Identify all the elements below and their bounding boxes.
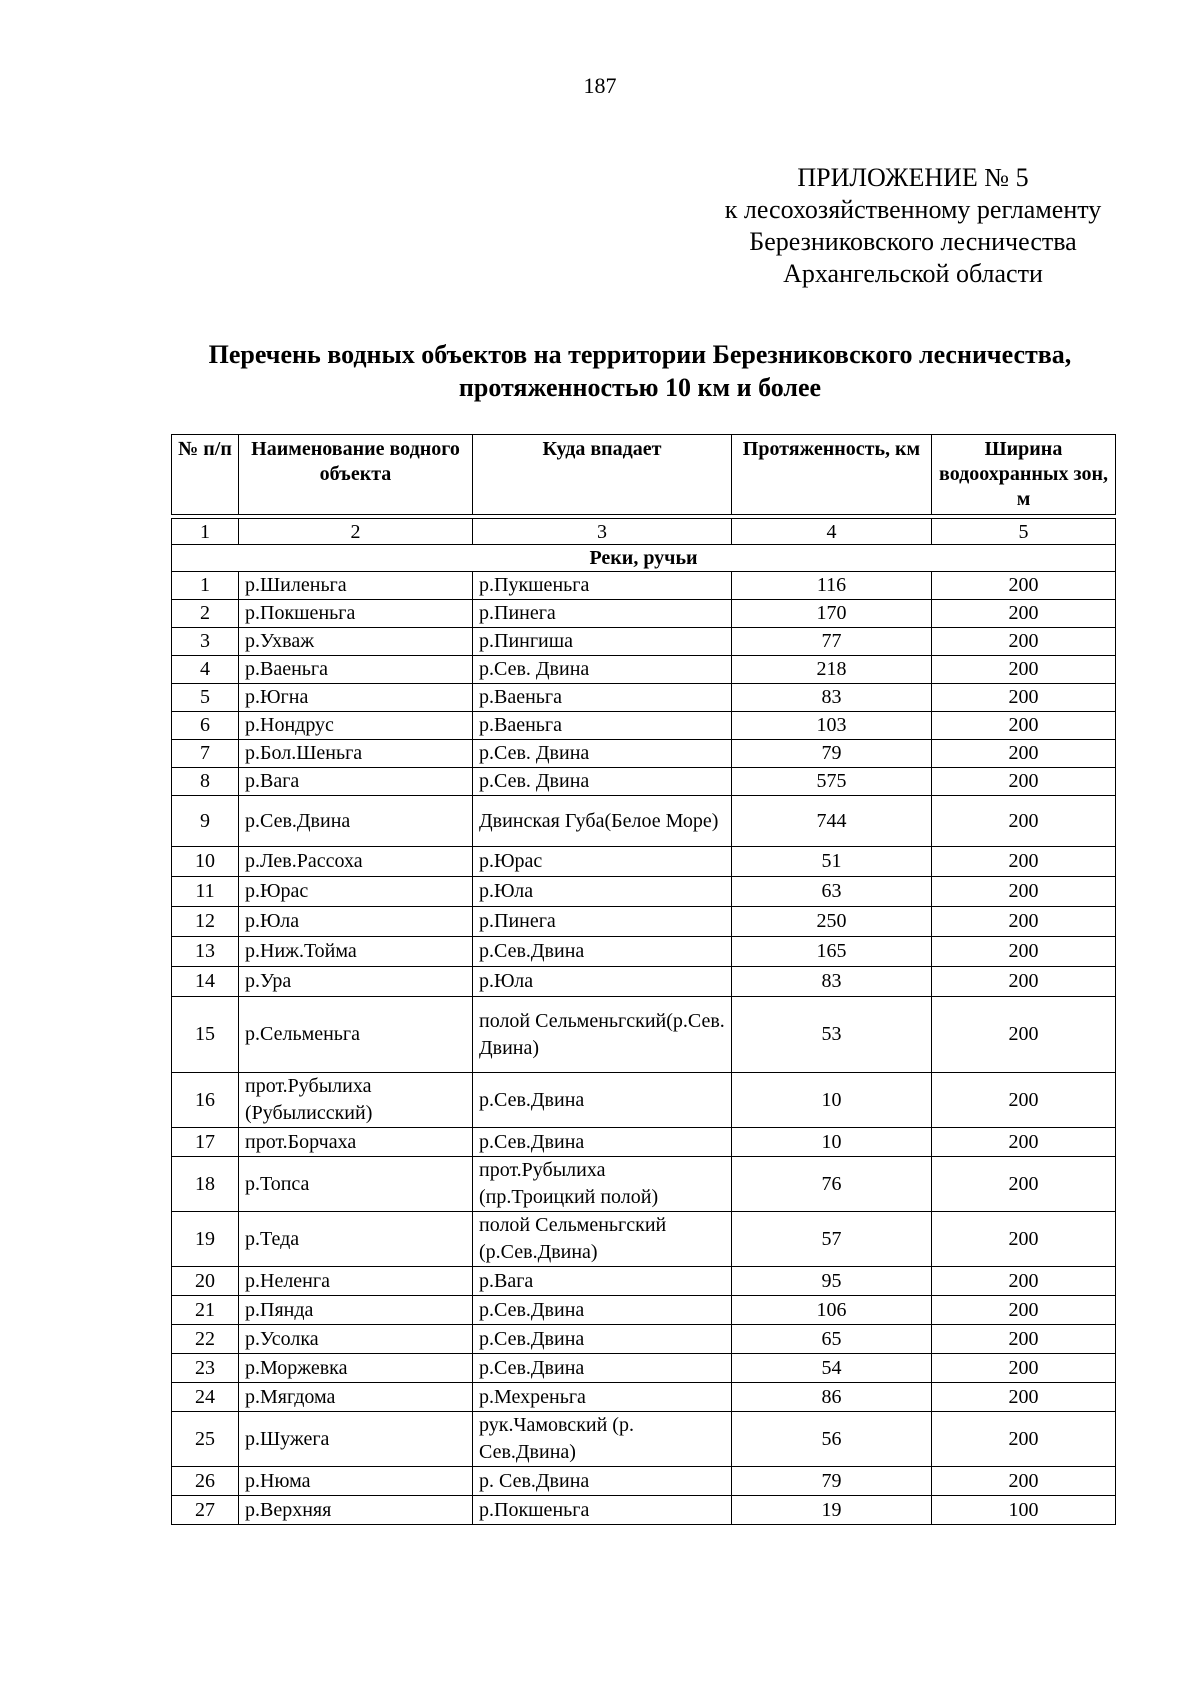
zone-width: 200 xyxy=(932,1296,1116,1325)
row-number: 11 xyxy=(172,877,239,907)
appendix-line: Архангельской области xyxy=(783,259,1043,288)
water-body-mouth: полой Сельменьгский (р.Сев.Двина) xyxy=(473,1212,732,1267)
water-body-mouth: р.Сев. Двина xyxy=(473,656,732,684)
row-number: 12 xyxy=(172,907,239,937)
water-body-name: р.Теда xyxy=(239,1212,473,1267)
zone-width: 200 xyxy=(932,1325,1116,1354)
row-number: 5 xyxy=(172,684,239,712)
table-row xyxy=(172,740,1116,768)
water-body-length: 19 xyxy=(732,1496,932,1525)
table-row xyxy=(172,997,1116,1073)
table-row xyxy=(172,684,1116,712)
zone-width: 200 xyxy=(932,1467,1116,1496)
zone-width: 200 xyxy=(932,600,1116,628)
water-body-name: р.Топса xyxy=(239,1157,473,1212)
row-number: 9 xyxy=(172,796,239,847)
section-title: Реки, ручьи xyxy=(172,545,1116,572)
table-row xyxy=(172,1073,1116,1128)
water-body-length: 83 xyxy=(732,967,932,997)
row-number: 13 xyxy=(172,937,239,967)
header-length: Протяженность, км xyxy=(732,435,932,515)
water-body-length: 103 xyxy=(732,712,932,740)
water-body-name: р.Юла xyxy=(239,907,473,937)
water-body-mouth: р.Сев.Двина xyxy=(473,1073,732,1128)
table-row xyxy=(172,937,1116,967)
zone-width: 100 xyxy=(932,1496,1116,1525)
column-number: 4 xyxy=(732,519,932,545)
column-numbers-row xyxy=(172,519,1116,545)
water-body-length: 165 xyxy=(732,937,932,967)
row-number: 20 xyxy=(172,1267,239,1296)
water-body-name: р.Ниж.Тойма xyxy=(239,937,473,967)
table-row xyxy=(172,600,1116,628)
row-number: 8 xyxy=(172,768,239,796)
zone-width: 200 xyxy=(932,1073,1116,1128)
column-number: 1 xyxy=(172,519,239,545)
water-bodies-table xyxy=(171,434,1116,1525)
water-body-length: 56 xyxy=(732,1412,932,1467)
table-row xyxy=(172,847,1116,877)
row-number: 26 xyxy=(172,1467,239,1496)
table-row xyxy=(172,1157,1116,1212)
header-number: № п/п xyxy=(172,435,239,515)
water-body-length: 79 xyxy=(732,1467,932,1496)
row-number: 10 xyxy=(172,847,239,877)
water-body-mouth: р.Ваеньга xyxy=(473,684,732,712)
table-row xyxy=(172,712,1116,740)
water-body-length: 95 xyxy=(732,1267,932,1296)
zone-width: 200 xyxy=(932,877,1116,907)
water-body-length: 53 xyxy=(732,997,932,1073)
column-number: 5 xyxy=(932,519,1116,545)
water-body-name: р.Ухваж xyxy=(239,628,473,656)
water-body-length: 170 xyxy=(732,600,932,628)
table-row xyxy=(172,768,1116,796)
water-body-name: р.Пянда xyxy=(239,1296,473,1325)
table-row xyxy=(172,1128,1116,1157)
water-body-mouth: р.Мехреньга xyxy=(473,1383,732,1412)
water-body-length: 76 xyxy=(732,1157,932,1212)
water-body-mouth: р.Пингиша xyxy=(473,628,732,656)
water-body-name: р.Шиленьга xyxy=(239,572,473,600)
water-body-mouth: р.Пукшеньга xyxy=(473,572,732,600)
water-body-length: 83 xyxy=(732,684,932,712)
zone-width: 200 xyxy=(932,1412,1116,1467)
water-body-name: р.Неленга xyxy=(239,1267,473,1296)
water-body-mouth: Двинская Губа(Белое Море) xyxy=(473,796,732,847)
water-body-mouth: р.Сев.Двина xyxy=(473,1325,732,1354)
row-number: 27 xyxy=(172,1496,239,1525)
row-number: 25 xyxy=(172,1412,239,1467)
water-body-name: р.Юрас xyxy=(239,877,473,907)
row-number: 22 xyxy=(172,1325,239,1354)
column-number: 3 xyxy=(473,519,732,545)
table-row xyxy=(172,1212,1116,1267)
zone-width: 200 xyxy=(932,907,1116,937)
row-number: 3 xyxy=(172,628,239,656)
water-body-mouth: р.Юрас xyxy=(473,847,732,877)
zone-width: 200 xyxy=(932,740,1116,768)
water-body-name: р.Сев.Двина xyxy=(239,796,473,847)
appendix-line: к лесохозяйственному регламенту xyxy=(724,195,1102,224)
zone-width: 200 xyxy=(932,967,1116,997)
water-body-length: 10 xyxy=(732,1128,932,1157)
water-body-name: р.Покшеньга xyxy=(239,600,473,628)
water-body-mouth: р.Сев.Двина xyxy=(473,937,732,967)
row-number: 23 xyxy=(172,1354,239,1383)
table-row xyxy=(172,572,1116,600)
zone-width: 200 xyxy=(932,684,1116,712)
table-row xyxy=(172,796,1116,847)
zone-width: 200 xyxy=(932,1383,1116,1412)
water-body-mouth: р.Сев.Двина xyxy=(473,1354,732,1383)
zone-width: 200 xyxy=(932,1354,1116,1383)
header-name: Наименование водного объекта xyxy=(239,435,473,515)
water-body-length: 54 xyxy=(732,1354,932,1383)
zone-width: 200 xyxy=(932,937,1116,967)
water-body-length: 218 xyxy=(732,656,932,684)
row-number: 6 xyxy=(172,712,239,740)
water-body-mouth: полой Сельменьгский(р.Сев. Двина) xyxy=(473,997,732,1073)
table-row xyxy=(172,628,1116,656)
water-body-mouth: р.Сев. Двина xyxy=(473,740,732,768)
water-body-name: р.Ваеньга xyxy=(239,656,473,684)
water-body-name: р.Моржевка xyxy=(239,1354,473,1383)
water-body-mouth: р.Вага xyxy=(473,1267,732,1296)
row-number: 17 xyxy=(172,1128,239,1157)
water-body-mouth: р.Сев.Двина xyxy=(473,1296,732,1325)
appendix-heading xyxy=(693,162,1133,290)
water-body-length: 57 xyxy=(732,1212,932,1267)
table-row xyxy=(172,656,1116,684)
water-body-name: р.Вага xyxy=(239,768,473,796)
water-body-name: р.Лев.Рассоха xyxy=(239,847,473,877)
water-body-name: р.Шужега xyxy=(239,1412,473,1467)
water-body-length: 63 xyxy=(732,877,932,907)
water-body-length: 250 xyxy=(732,907,932,937)
water-body-name: р.Нюма xyxy=(239,1467,473,1496)
water-body-length: 79 xyxy=(732,740,932,768)
row-number: 19 xyxy=(172,1212,239,1267)
row-number: 24 xyxy=(172,1383,239,1412)
row-number: 2 xyxy=(172,600,239,628)
zone-width: 200 xyxy=(932,997,1116,1073)
water-body-mouth: р.Юла xyxy=(473,967,732,997)
table-row xyxy=(172,1496,1116,1525)
water-body-length: 86 xyxy=(732,1383,932,1412)
zone-width: 200 xyxy=(932,1128,1116,1157)
row-number: 4 xyxy=(172,656,239,684)
water-body-name: прот.Борчаха xyxy=(239,1128,473,1157)
appendix-title: ПРИЛОЖЕНИЕ № 5 xyxy=(797,163,1029,192)
row-number: 15 xyxy=(172,997,239,1073)
water-body-mouth: прот.Рубылиха (пр.Троицкий полой) xyxy=(473,1157,732,1212)
water-body-name: прот.Рубылиха (Рубылисский) xyxy=(239,1073,473,1128)
header-zone-width: Ширина водоохранных зон, м xyxy=(932,435,1116,515)
column-number: 2 xyxy=(239,519,473,545)
row-number: 1 xyxy=(172,572,239,600)
water-body-mouth: р.Покшеньга xyxy=(473,1496,732,1525)
water-body-mouth: р.Юла xyxy=(473,877,732,907)
water-body-name: р.Ура xyxy=(239,967,473,997)
table-row xyxy=(172,1383,1116,1412)
water-body-name: р.Усолка xyxy=(239,1325,473,1354)
water-body-mouth: р. Сев.Двина xyxy=(473,1467,732,1496)
water-body-mouth: рук.Чамовский (р. Сев.Двина) xyxy=(473,1412,732,1467)
water-body-mouth: р.Сев. Двина xyxy=(473,768,732,796)
row-number: 18 xyxy=(172,1157,239,1212)
zone-width: 200 xyxy=(932,847,1116,877)
water-body-length: 51 xyxy=(732,847,932,877)
water-body-mouth: р.Ваеньга xyxy=(473,712,732,740)
table-row xyxy=(172,1412,1116,1467)
table-row xyxy=(172,1354,1116,1383)
water-body-length: 575 xyxy=(732,768,932,796)
page-number: 187 xyxy=(583,73,617,98)
water-body-name: р.Нондрус xyxy=(239,712,473,740)
table-row xyxy=(172,1267,1116,1296)
water-body-mouth: р.Пинега xyxy=(473,907,732,937)
document-title xyxy=(140,338,1140,404)
table-row xyxy=(172,967,1116,997)
water-body-length: 10 xyxy=(732,1073,932,1128)
zone-width: 200 xyxy=(932,1267,1116,1296)
appendix-line: Березниковского лесничества xyxy=(749,227,1077,256)
zone-width: 200 xyxy=(932,1157,1116,1212)
zone-width: 200 xyxy=(932,656,1116,684)
section-row xyxy=(172,545,1116,572)
zone-width: 200 xyxy=(932,768,1116,796)
table-row xyxy=(172,1325,1116,1354)
zone-width: 200 xyxy=(932,796,1116,847)
row-number: 21 xyxy=(172,1296,239,1325)
water-body-name: р.Мягдома xyxy=(239,1383,473,1412)
row-number: 14 xyxy=(172,967,239,997)
document-title-line: Перечень водных объектов на территории Березниковского лесничества, xyxy=(208,340,1072,369)
zone-width: 200 xyxy=(932,628,1116,656)
zone-width: 200 xyxy=(932,572,1116,600)
water-body-length: 116 xyxy=(732,572,932,600)
table-header-row xyxy=(172,435,1116,515)
water-body-length: 744 xyxy=(732,796,932,847)
water-body-mouth: р.Пинега xyxy=(473,600,732,628)
zone-width: 200 xyxy=(932,1212,1116,1267)
water-body-length: 65 xyxy=(732,1325,932,1354)
table-row xyxy=(172,907,1116,937)
water-body-name: р.Верхняя xyxy=(239,1496,473,1525)
zone-width: 200 xyxy=(932,712,1116,740)
water-body-name: р.Югна xyxy=(239,684,473,712)
water-body-mouth: р.Сев.Двина xyxy=(473,1128,732,1157)
water-body-length: 106 xyxy=(732,1296,932,1325)
table-row xyxy=(172,1467,1116,1496)
table-row xyxy=(172,1296,1116,1325)
water-body-name: р.Бол.Шеньга xyxy=(239,740,473,768)
header-mouth: Куда впадает xyxy=(473,435,732,515)
row-number: 16 xyxy=(172,1073,239,1128)
table-row xyxy=(172,877,1116,907)
document-title-line: протяженностью 10 км и более xyxy=(458,373,822,402)
row-number: 7 xyxy=(172,740,239,768)
water-body-length: 77 xyxy=(732,628,932,656)
water-body-name: р.Сельменьга xyxy=(239,997,473,1073)
